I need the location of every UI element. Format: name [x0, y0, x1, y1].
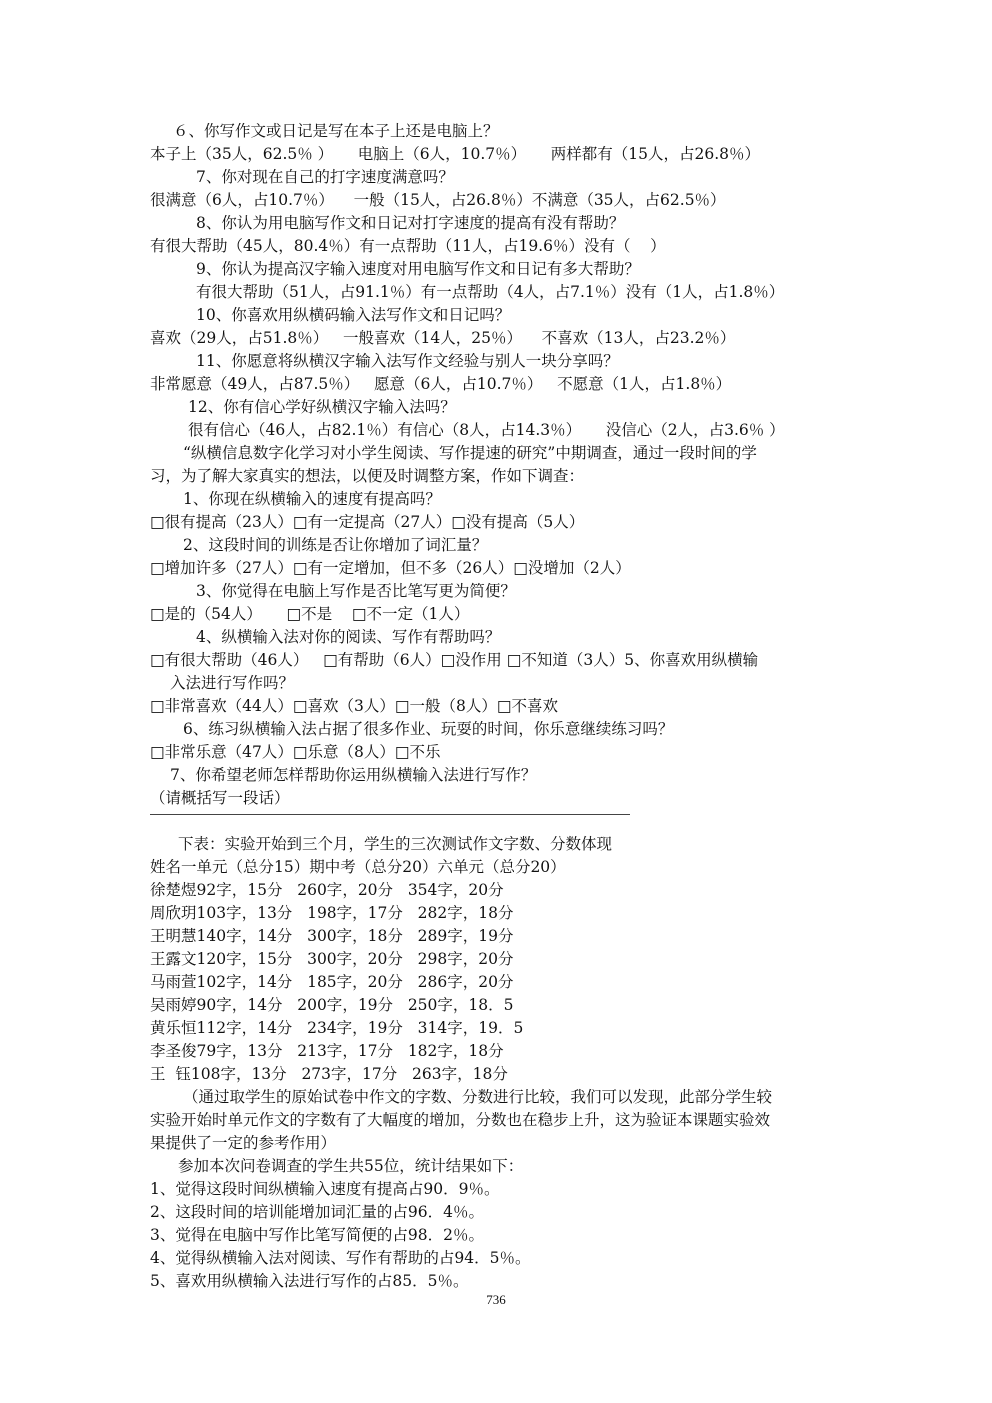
survey-question-1: 1、你现在纵横输入的速度有提高吗？	[183, 490, 441, 508]
table-row: 王露文120字，15分 300字，20分 298字，20分	[150, 950, 514, 968]
stats-item-5: 5、喜欢用纵横输入法进行写作的占85．5％。	[150, 1272, 469, 1290]
stats-item-3: 3、觉得在电脑中写作比笔写简便的占98．2％。	[150, 1226, 484, 1244]
survey-options-2: □增加许多（27人）□有一定增加，但不多（26人）□没增加（2人）	[150, 559, 631, 577]
survey-question-6: 6、练习纵横输入法占据了很多作业、玩耍的时间，你乐意继续练习吗？	[183, 720, 674, 738]
survey-question-5-cont: 入法进行写作吗？	[170, 674, 295, 692]
table-header: 姓名一单元（总分15）期中考（总分20）六单元（总分20）	[150, 858, 566, 876]
answer-11: 非常愿意（49人，占87.5％） 愿意（6人，占10.7％） 不愿意（1人，占1.8％）	[150, 375, 732, 393]
question-7: 7、你对现在自己的打字速度满意吗？	[196, 168, 454, 186]
analysis-line-3: 果提供了一定的参考作用）	[150, 1134, 337, 1152]
question-8: 8、你认为用电脑写作文和日记对打字速度的提高有没有帮助？	[196, 214, 625, 232]
answer-10: 喜欢（29人，占51.8％） 一般喜欢（14人，25％） 不喜欢（13人，占23.2％）	[150, 329, 736, 347]
survey-question-3: 3、你觉得在电脑上写作是否比笔写更为简便？	[196, 582, 516, 600]
survey-options-3: □是的（54人） □不是 □不一定（1人）	[150, 605, 470, 623]
table-row: 王 钰108字，13分 273字，17分 263字，18分	[150, 1065, 508, 1083]
answer-9: 有很大帮助（51人，占91.1％）有一点帮助（4人，占7.1％）没有（1人，占1.8％）	[196, 283, 785, 301]
survey-intro-line-2: 习，为了解大家真实的想法，以便及时调整方案，作如下调查：	[150, 467, 585, 485]
stats-item-2: 2、这段时间的培训能增加词汇量的占96．4％。	[150, 1203, 484, 1221]
survey-intro-line-1: “纵横信息数字化学习对小学生阅读、写作提速的研究”中期调查，通过一段时间的学	[183, 444, 757, 462]
answer-7: 很满意（6人，占10.7％） 一般（15人，占26.8％）不满意（35人，占62.5％）	[150, 191, 726, 209]
question-9: 9、你认为提高汉字输入速度对用电脑写作文和日记有多大帮助？	[196, 260, 640, 278]
analysis-line-2: 实验开始时单元作文的字数有了大幅度的增加，分数也在稳步上升，这为验证本课题实验效	[150, 1111, 771, 1129]
survey-question-2: 2、这段时间的训练是否让你增加了词汇量？	[183, 536, 488, 554]
table-row: 徐楚煜92字，15分 260字，20分 354字，20分	[150, 881, 504, 899]
table-row: 吴雨婷90字，14分 200字，19分 250字，18．5	[150, 996, 514, 1014]
question-12: 12、你有信心学好纵横汉字输入法吗？	[188, 398, 456, 416]
answer-8: 有很大帮助（45人，80.4％）有一点帮助（11人，占19.6％）没有（ ）	[150, 237, 666, 255]
survey-options-5: □非常喜欢（44人）□喜欢（3人）□一般（8人）□不喜欢	[150, 697, 559, 715]
question-11: 11、你愿意将纵横汉字输入法写作文经验与别人一块分享吗？	[196, 352, 619, 370]
survey-options-6: □非常乐意（47人）□乐意（8人）□不乐	[150, 743, 441, 761]
table-row: 周欣玥103字，13分 198字，17分 282字，18分	[150, 904, 514, 922]
answer-6: 本子上（35人，62.5％ ） 电脑上（6人，10.7％） 两样都有（15人，占26.8％）	[150, 145, 761, 163]
stats-item-4: 4、觉得纵横输入法对阅读、写作有帮助的占94．5％。	[150, 1249, 531, 1267]
table-row: 王明慧140字，14分 300字，18分 289字，19分	[150, 927, 514, 945]
stats-item-1: 1、觉得这段时间纵横输入速度有提高占90．9％。	[150, 1180, 500, 1198]
analysis-line-1: （通过取学生的原始试卷中作文的字数、分数进行比较，我们可以发现，此部分学生较	[183, 1088, 773, 1106]
answer-12: 很有信心（46人，占82.1％）有信心（8人，占14.3％） 没信心（2人，占3.6％ ）	[188, 421, 785, 439]
question-6: ６、你写作文或日记是写在本子上还是电脑上？	[173, 122, 499, 140]
survey-options-1: □很有提高（23人）□有一定提高（27人）□没有提高（5人）	[150, 513, 585, 531]
stats-intro: 参加本次问卷调查的学生共55位，统计结果如下：	[178, 1157, 524, 1175]
table-row: 马雨萱102字，14分 185字，20分 286字，20分	[150, 973, 514, 991]
table-row: 黄乐恒112字，14分 234字，19分 314字，19．5	[150, 1019, 524, 1037]
answer-blank-line	[150, 814, 630, 815]
survey-question-7-note: （请概括写一段话）	[150, 789, 290, 807]
question-10: 10、你喜欢用纵横码输入法写作文和日记吗？	[196, 306, 511, 324]
table-row: 李圣俊79字，13分 213字，17分 182字，18分	[150, 1042, 504, 1060]
table-caption: 下表：实验开始到三个月，学生的三次测试作文字数、分数体现	[178, 835, 613, 853]
survey-question-7: 7、你希望老师怎样帮助你运用纵横输入法进行写作？	[170, 766, 537, 784]
survey-question-4: 4、纵横输入法对你的阅读、写作有帮助吗？	[196, 628, 501, 646]
survey-options-4: □有很大帮助（46人） □有帮助（6人）□没作用 □不知道（3人）5、你喜欢用纵横输	[150, 651, 759, 669]
page-number: 736	[486, 1292, 506, 1307]
